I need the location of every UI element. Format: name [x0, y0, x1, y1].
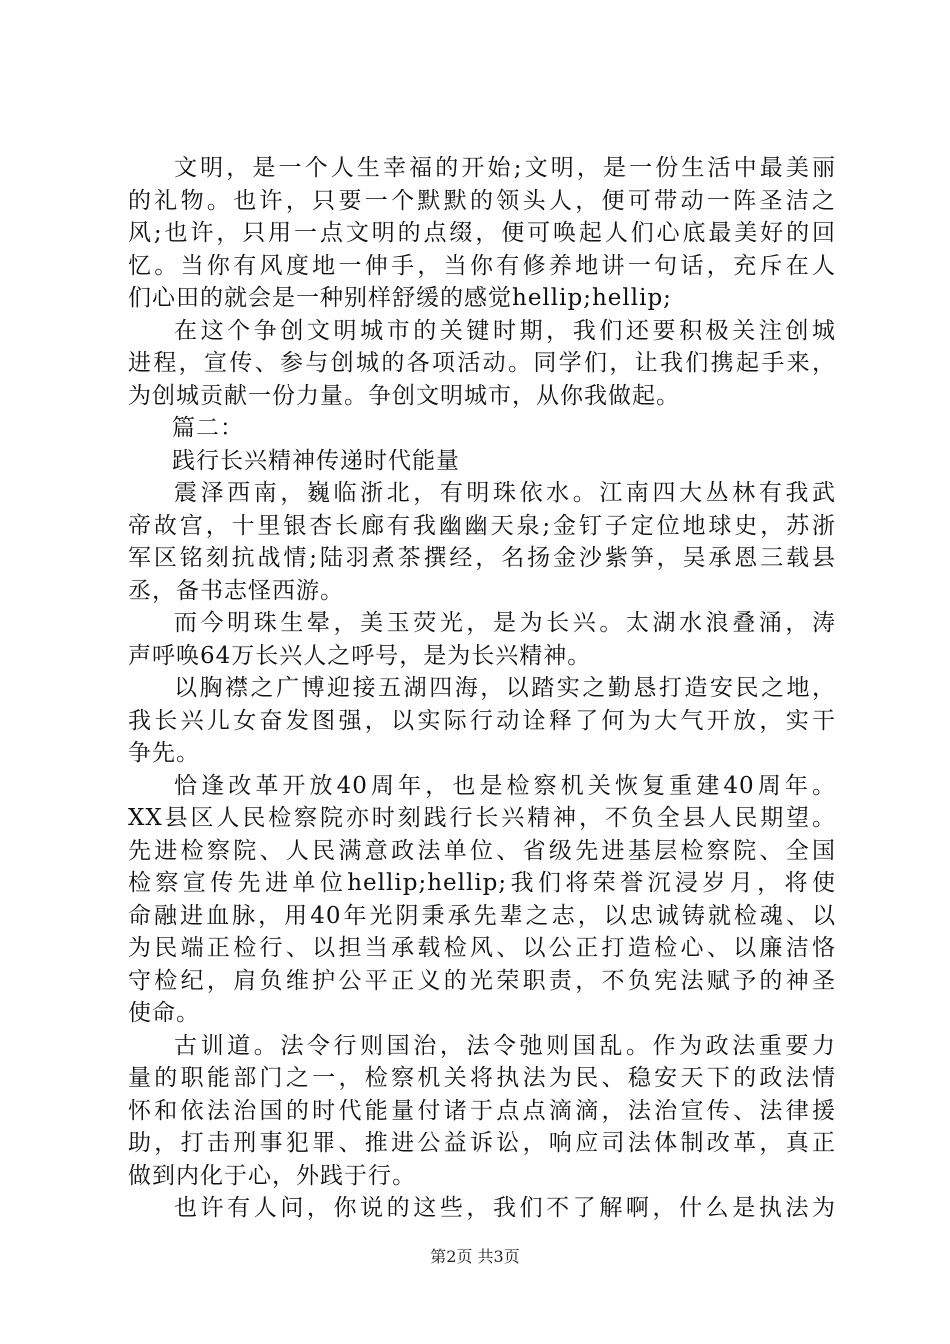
paragraph-line: 为创城贡献一份力量。争创文明城市，从你我做起。 [128, 382, 680, 409]
paragraph-line: 军区铭刻抗战情;陆羽煮茶撰经，名扬金沙紫笋，吴承恩三载县 [128, 545, 836, 571]
paragraph-line: 在这个争创文明城市的关键时期，我们还要积极关注创城 [174, 317, 836, 344]
page-footer: 第2页 共3页 [430, 1247, 520, 1266]
paragraph-line: 怀和依法治国的时代能量付诸于点点滴滴，法治宣传、法律援 [128, 1097, 836, 1124]
paragraph-line: 做到内化于心，外践于行。 [128, 1162, 416, 1189]
paragraph-line: 丞，备书志怪西游。 [128, 577, 344, 604]
paragraph-line: 帝故宫，十里银杏长廊有我幽幽天泉;金钉子定位地球史，苏浙 [128, 512, 836, 539]
paragraph-line: 争先。 [128, 740, 200, 766]
paragraph-line: 篇二： [172, 415, 244, 441]
paragraph-line: 声呼唤64万长兴人之呼号，是为长兴精神。 [128, 642, 592, 669]
paragraph-line: 量的职能部门之一，检察机关将执法为民、稳安天下的政法情 [128, 1065, 836, 1091]
paragraph-line: 也许有人问，你说的这些，我们不了解啊，什么是执法为 [174, 1195, 836, 1221]
paragraph-line: 守检纪，肩负维护公平正义的光荣职责，不负宪法赋予的神圣 [128, 967, 836, 994]
document-body [128, 152, 836, 1225]
paragraph-line: 进程，宣传、参与创城的各项活动。同学们，让我们携起手来， [128, 350, 836, 376]
paragraph-line: 以胸襟之广博迎接五湖四海，以踏实之勤恳打造安民之地， [174, 675, 836, 701]
paragraph-line: 使命。 [128, 1000, 200, 1026]
paragraph-line: 风;也许，只用一点文明的点缀，便可唤起人们心底最美好的回 [128, 220, 836, 246]
paragraph-line: 命融进血脉，用40年光阴秉承先辈之志，以忠诚铸就检魂、以 [128, 902, 836, 929]
paragraph-line: 先进检察院、人民满意政法单位、省级先进基层检察院、全国 [128, 837, 836, 864]
paragraph-line: XX县区人民检察院亦时刻践行长兴精神，不负全县人民期望。 [128, 805, 836, 831]
paragraph-line: 我长兴儿女奋发图强，以实际行动诠释了何为大气开放，实干 [128, 707, 836, 734]
paragraph-line: 助，打击刑事犯罪、推进公益诉讼，响应司法体制改革，真正 [128, 1130, 836, 1156]
paragraph-line: 忆。当你有风度地一伸手，当你有修养地讲一句话，充斥在人 [128, 252, 836, 279]
paragraph-line: 的礼物。也许，只要一个默默的领头人，便可带动一阵圣洁之 [128, 187, 836, 214]
paragraph-line: 为民端正检行、以担当承载检风、以公正打造检心、以廉洁恪 [128, 935, 836, 961]
paragraph-line: 古训道。法令行则国治，法令弛则国乱。作为政法重要力 [174, 1032, 836, 1059]
paragraph-line: 践行长兴精神传递时代能量 [172, 447, 460, 474]
paragraph-line: 而今明珠生晕，美玉荧光，是为长兴。太湖水浪叠涌，涛 [174, 610, 836, 636]
paragraph-line: 检察宣传先进单位hellip;hellip;我们将荣誉沉浸岁月，将使 [128, 870, 836, 896]
paragraph-line: 文明，是一个人生幸福的开始;文明，是一份生活中最美丽 [174, 155, 836, 181]
paragraph-line: 震泽西南，巍临浙北，有明珠依水。江南四大丛林有我武 [174, 480, 836, 506]
paragraph-line: 恰逢改革开放40周年，也是检察机关恢复重建40周年。 [174, 772, 836, 799]
paragraph-line: 们心田的就会是一种别样舒缓的感觉hellip;hellip; [128, 285, 672, 311]
